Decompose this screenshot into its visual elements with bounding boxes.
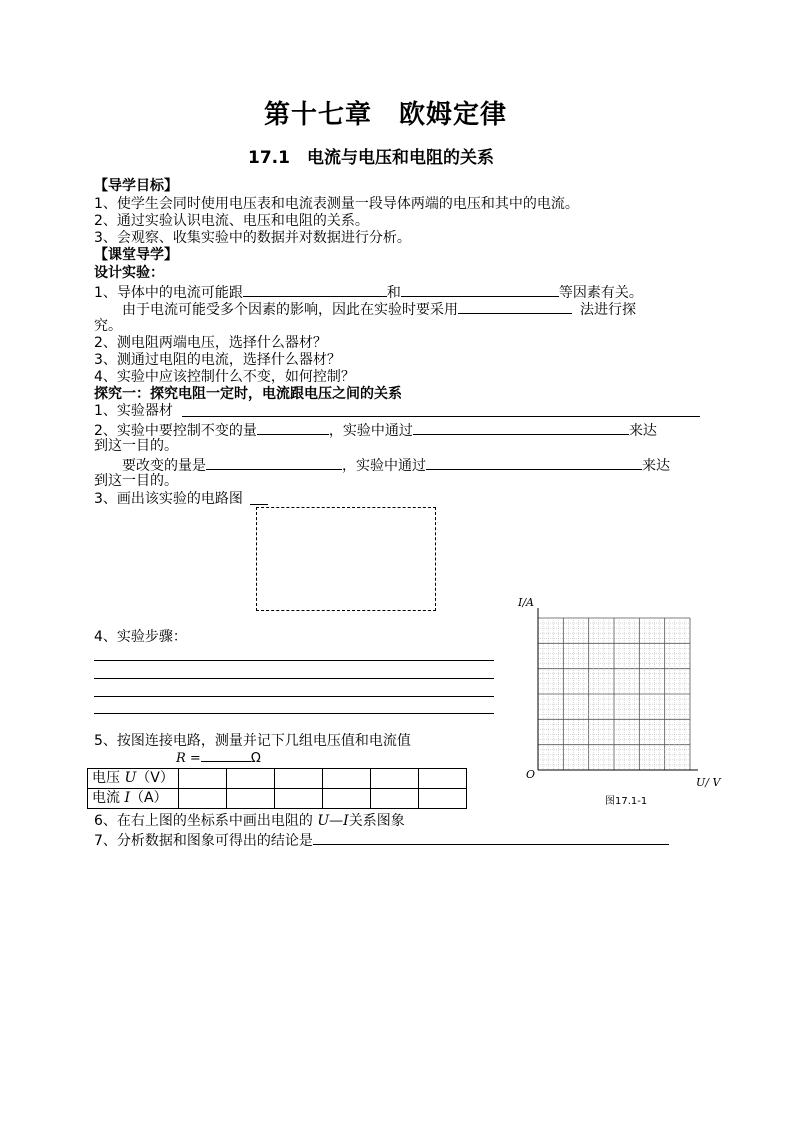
step-4-procedure: 4、实验步骤： — [94, 629, 187, 645]
page-title: 第十七章 欧姆定律 — [264, 100, 508, 130]
objective-item-2: 2、通过实验认识电流、电压和电阻的关系。 — [94, 213, 369, 229]
voltage-label: 电压 — [92, 770, 120, 786]
voltage-symbol: U — [124, 770, 137, 786]
resistance-label — [176, 749, 261, 768]
answer-line-circuit[interactable] — [250, 504, 268, 505]
explore-heading: 探究一：探究电阻一定时，电流跟电压之间的关系 — [94, 386, 402, 402]
question-4: 4、实验中应该控制什么不变，如何控制？ — [94, 369, 355, 385]
step-6-start: 6、在右上图的坐标系中画出电阻的 — [94, 813, 318, 829]
step-7 — [94, 830, 669, 850]
measurement-table — [87, 768, 467, 809]
resistance-symbol: R = — [176, 751, 201, 766]
procedure-line-2[interactable] — [94, 678, 494, 679]
step-2 — [94, 420, 657, 440]
answer-blank-conclusion[interactable] — [313, 830, 669, 845]
step-2b-mid: ，实验中通过 — [342, 458, 426, 474]
procedure-line-3[interactable] — [94, 696, 494, 697]
question-1b-start: 由于电流可能受多个因素的影响，因此在实验时要采用 — [122, 302, 458, 318]
step-1-equipment: 1、实验器材 — [94, 403, 173, 419]
step-2b-cont: 到这一目的。 — [94, 473, 178, 489]
ui-graph — [510, 590, 740, 810]
objectives-heading: 【导学目标】 — [94, 178, 178, 194]
graph-grid[interactable] — [538, 608, 698, 770]
step-2-end: 来达 — [628, 423, 657, 439]
answer-blank-method[interactable] — [458, 299, 572, 314]
table-row — [88, 789, 467, 809]
step-2-mid: ，实验中通过 — [328, 423, 413, 439]
question-3: 3、测通过电阻的电流，选择什么器材？ — [94, 352, 341, 368]
step-2-start: 2、实验中要控制不变的量 — [94, 423, 257, 439]
table-row — [88, 769, 467, 789]
voltage-cell[interactable] — [275, 769, 323, 789]
step-6-end: 关系图象 — [348, 813, 405, 829]
design-heading: 设计实验： — [94, 265, 164, 281]
answer-blank-change-method[interactable] — [426, 455, 642, 470]
graph-x-label: U/ V — [696, 776, 721, 789]
step-2b — [122, 455, 670, 475]
resistance-unit: Ω — [250, 751, 261, 766]
current-cell[interactable] — [323, 789, 371, 809]
procedure-line-1[interactable] — [94, 660, 494, 661]
answer-blank-resistance[interactable] — [201, 749, 251, 762]
step-6 — [94, 812, 405, 830]
answer-blank-factor-1[interactable] — [243, 282, 387, 297]
step-5-measure: 5、按图连接电路，测量并记下几组电压值和电流值 — [94, 733, 411, 749]
voltage-cell[interactable] — [179, 769, 227, 789]
question-1b-end: 法进行探 — [580, 302, 636, 318]
answer-line-equipment[interactable] — [182, 416, 700, 417]
circuit-drawing-box[interactable] — [256, 507, 436, 611]
step-2b-start: 要改变的量是 — [122, 458, 206, 474]
answer-blank-control-method[interactable] — [413, 420, 629, 435]
question-1-start: 1、导体中的电流可能跟 — [94, 285, 243, 301]
question-1b-cont: 究。 — [94, 318, 122, 334]
answer-blank-variable[interactable] — [206, 455, 342, 470]
step-2-cont: 到这一目的。 — [94, 438, 178, 454]
question-1b — [122, 299, 636, 319]
procedure-line-4[interactable] — [94, 713, 494, 714]
question-2: 2、测电阻两端电压，选择什么器材？ — [94, 335, 327, 351]
step-3-circuit: 3、画出该实验的电路图 — [94, 491, 243, 507]
objective-item-3: 3、会观察、收集实验中的数据并对数据进行分析。 — [94, 230, 411, 246]
voltage-cell[interactable] — [371, 769, 419, 789]
current-cell[interactable] — [371, 789, 419, 809]
voltage-cell[interactable] — [323, 769, 371, 789]
section-title: 17.1 电流与电压和电阻的关系 — [248, 148, 494, 168]
current-row-header — [88, 789, 179, 809]
current-label: 电流 — [92, 790, 120, 806]
graph-caption: 图17.1-1 — [605, 796, 648, 807]
step-2b-end: 来达 — [642, 458, 670, 474]
question-1-end: 等因素有关。 — [558, 285, 643, 301]
objective-item-1: 1、使学生会同时使用电压表和电流表测量一段导体两端的电压和其中的电流。 — [94, 196, 579, 212]
current-cell[interactable] — [275, 789, 323, 809]
voltage-row-header — [88, 769, 179, 789]
step-7-text: 7、分析数据和图象可得出的结论是 — [94, 833, 313, 849]
graph-origin: O — [526, 768, 536, 781]
answer-blank-factor-2[interactable] — [401, 282, 559, 297]
current-unit: （A） — [129, 790, 168, 806]
voltage-unit: （V） — [136, 770, 174, 786]
voltage-cell[interactable] — [419, 769, 467, 789]
current-cell[interactable] — [419, 789, 467, 809]
guide-heading: 【课堂导学】 — [94, 247, 178, 263]
voltage-cell[interactable] — [227, 769, 275, 789]
answer-blank-constant[interactable] — [257, 420, 329, 435]
current-symbol: I — [124, 790, 130, 806]
graph-y-label: I/A — [518, 596, 534, 609]
step-6-vars: U—I — [317, 813, 349, 829]
question-1-and: 和 — [386, 285, 401, 301]
current-cell[interactable] — [227, 789, 275, 809]
current-cell[interactable] — [179, 789, 227, 809]
